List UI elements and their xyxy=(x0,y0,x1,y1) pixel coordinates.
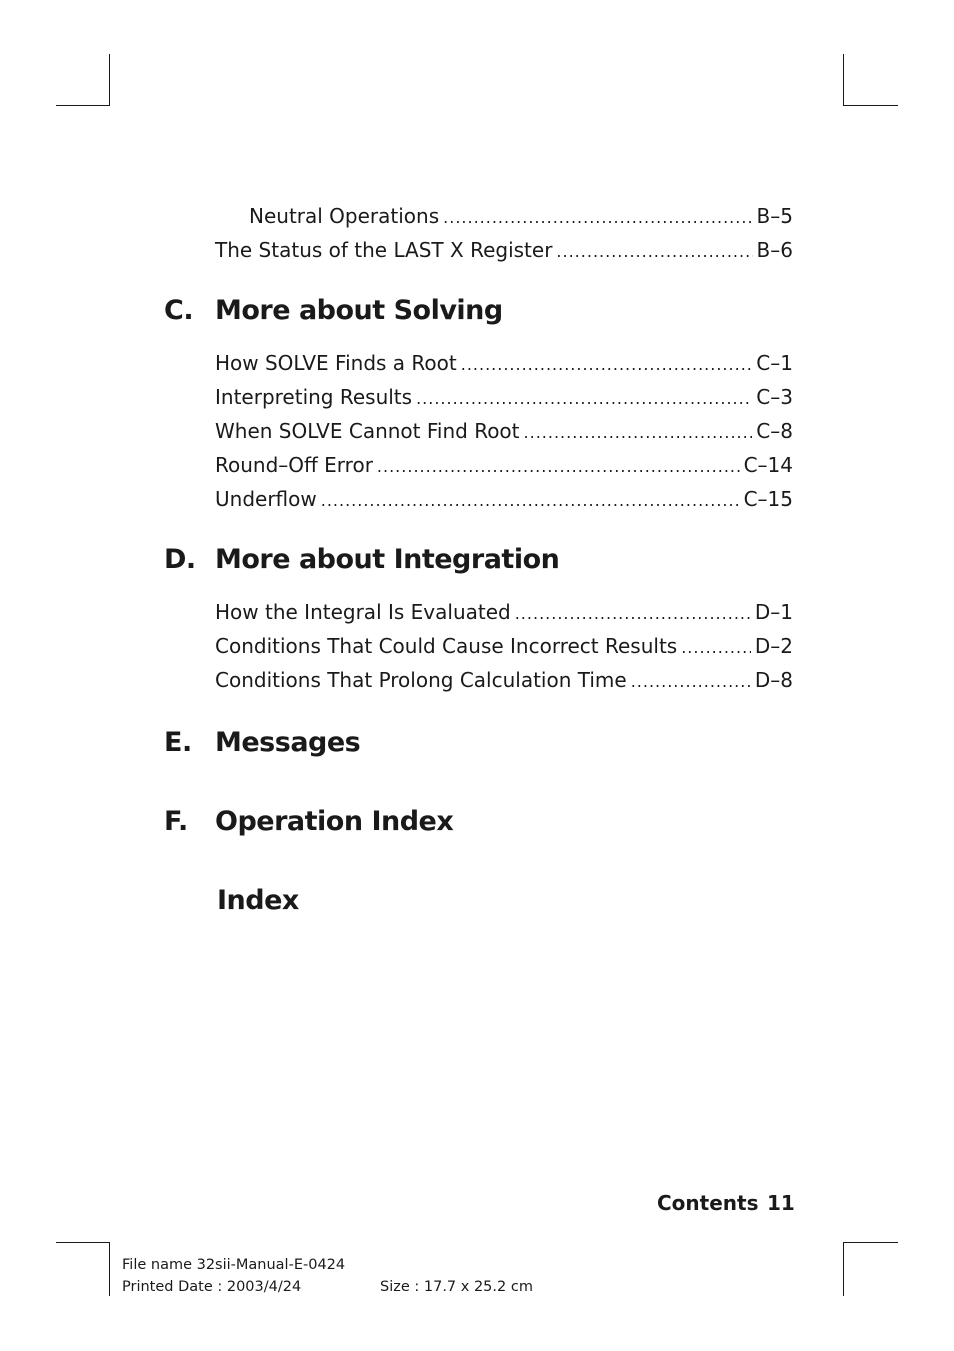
section-title: Operation Index xyxy=(215,806,454,837)
toc-entry-title: Interpreting Results xyxy=(215,385,413,409)
crop-mark-bottom-left-vertical xyxy=(109,1242,110,1296)
crop-mark-bottom-left-horizontal xyxy=(56,1242,110,1243)
crop-mark-top-right-horizontal xyxy=(843,105,898,106)
toc-entry-page: B–5 xyxy=(756,204,793,228)
toc-entry-title: Underflow xyxy=(215,487,317,511)
toc-entry[interactable] xyxy=(215,453,793,479)
toc-entry-title: How the Integral Is Evaluated xyxy=(215,600,511,624)
toc-entry[interactable] xyxy=(215,634,793,660)
toc-entry[interactable] xyxy=(215,600,793,626)
section-title: More about Solving xyxy=(215,295,503,326)
section-letter: F. xyxy=(164,806,188,837)
toc-entry-page: C–8 xyxy=(756,419,793,443)
crop-mark-bottom-right-horizontal xyxy=(843,1242,898,1243)
toc-entry-title: Conditions That Prolong Calculation Time xyxy=(215,668,627,692)
toc-leader-dots xyxy=(461,353,753,377)
toc-entry-page: C–15 xyxy=(743,487,793,511)
toc-entry-page: D–8 xyxy=(754,668,793,692)
crop-mark-bottom-right-vertical xyxy=(843,1242,844,1296)
file-name-label: File name 32sii-Manual-E-0424 xyxy=(122,1257,346,1273)
toc-entry[interactable] xyxy=(215,351,793,377)
toc-entry-title: How SOLVE Finds a Root xyxy=(215,351,457,375)
toc-entry-page: C–1 xyxy=(756,351,793,375)
toc-leader-dots xyxy=(631,670,751,694)
toc-entry[interactable] xyxy=(215,238,793,264)
section-title: More about Integration xyxy=(215,544,560,575)
toc-entry-title: Neutral Operations xyxy=(249,204,440,228)
section-letter: D. xyxy=(164,544,196,575)
toc-leader-dots xyxy=(416,387,752,411)
toc-entry-page: D–1 xyxy=(754,600,793,624)
crop-mark-top-left-horizontal xyxy=(56,105,110,106)
toc-entry-page: C–3 xyxy=(756,385,793,409)
toc-leader-dots xyxy=(681,636,751,660)
toc-leader-dots xyxy=(556,240,752,264)
toc-entry-page: B–6 xyxy=(756,238,793,262)
size-label: Size : 17.7 x 25.2 cm xyxy=(380,1279,533,1295)
toc-leader-dots xyxy=(377,455,740,479)
section-title: Messages xyxy=(215,727,361,758)
index-heading[interactable]: Index xyxy=(217,885,299,916)
toc-leader-dots xyxy=(321,489,740,513)
toc-entry-title: Conditions That Could Cause Incorrect Results xyxy=(215,634,678,658)
footer-page-number: 11 xyxy=(767,1191,795,1215)
toc-entry[interactable] xyxy=(249,204,793,230)
printed-date-label: Printed Date : 2003/4/24 xyxy=(122,1279,302,1295)
section-letter: E. xyxy=(164,727,192,758)
toc-entry[interactable] xyxy=(215,385,793,411)
toc-entry[interactable] xyxy=(215,487,793,513)
crop-mark-top-left-vertical xyxy=(109,54,110,106)
toc-entry-page: C–14 xyxy=(743,453,793,477)
toc-entry-title: Round–Off Error xyxy=(215,453,373,477)
toc-entry-title: The Status of the LAST X Register xyxy=(215,238,553,262)
crop-mark-top-right-vertical xyxy=(843,54,844,106)
toc-leader-dots xyxy=(515,602,751,626)
toc-leader-dots xyxy=(524,421,753,445)
toc-entry-title: When SOLVE Cannot Find Root xyxy=(215,419,520,443)
toc-entry-page: D–2 xyxy=(754,634,793,658)
toc-entry[interactable] xyxy=(215,419,793,445)
footer-section-label: Contents xyxy=(657,1191,759,1215)
toc-entry[interactable] xyxy=(215,668,793,694)
toc-leader-dots xyxy=(443,206,752,230)
section-letter: C. xyxy=(164,295,194,326)
